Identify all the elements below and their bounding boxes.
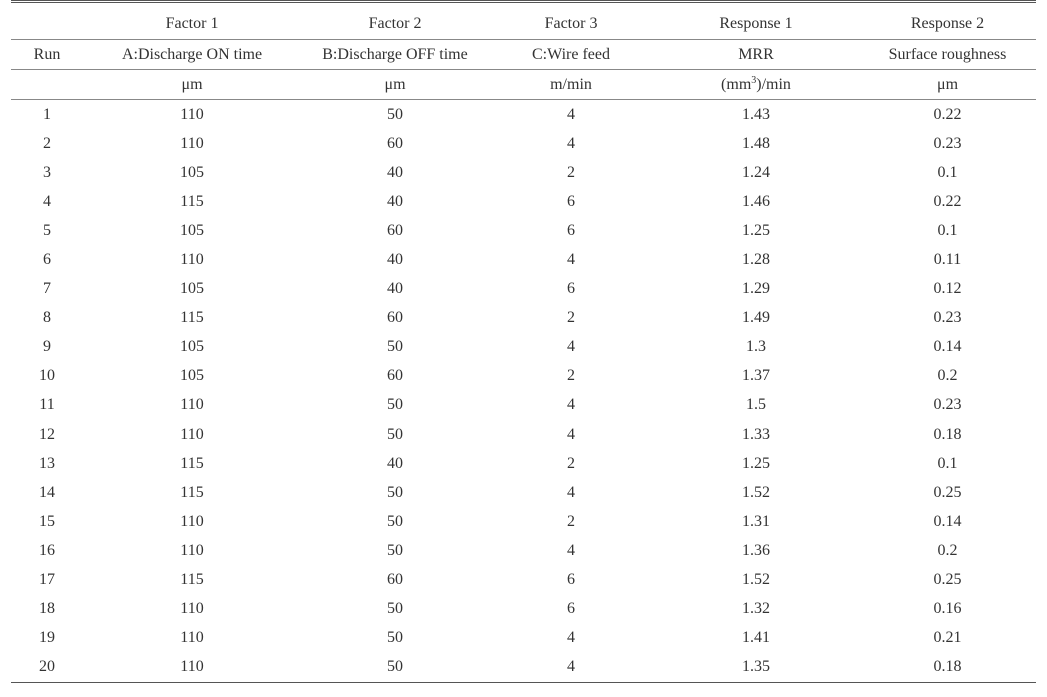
cell-run: 12 (39, 425, 55, 443)
table-row (11, 129, 1036, 158)
header-run: Run (11, 40, 83, 70)
cell-mrr: 1.3 (746, 338, 766, 356)
cell-run: 3 (43, 163, 51, 181)
cell-run: 15 (39, 512, 55, 530)
cell-discharge-off-time: 50 (301, 653, 489, 683)
cell-mrr: 1.48 (742, 134, 770, 152)
cell-discharge-off-time: 60 (387, 134, 403, 152)
cell-mrr: 1.49 (742, 309, 770, 327)
header-group-row (11, 2, 1036, 40)
table-row (11, 507, 1036, 536)
unit-mrr (653, 70, 859, 100)
cell-run: 10 (39, 367, 55, 385)
cell-run: 5 (43, 221, 51, 239)
cell-wire-feed: 4 (567, 425, 575, 443)
unit-mrr-prefix: (mm (721, 75, 752, 93)
table-row (11, 304, 1036, 333)
cell-discharge-on-time: 115 (180, 192, 204, 210)
cell-wire-feed: 4 (567, 541, 575, 559)
cell-discharge-off-time: 40 (387, 251, 403, 269)
table-row (11, 536, 1036, 565)
cell-mrr: 1.5 (746, 396, 766, 414)
cell-discharge-on-time: 115 (180, 454, 204, 472)
unit-run (11, 70, 83, 100)
cell-run: 8 (43, 309, 51, 327)
header-mrr: MRR (653, 40, 859, 70)
cell-discharge-on-time: 110 (180, 600, 204, 618)
cell-discharge-off-time: 50 (387, 483, 403, 501)
table-row (11, 275, 1036, 304)
cell-wire-feed: 2 (567, 454, 575, 472)
cell-discharge-on-time: 105 (180, 367, 204, 385)
cell-discharge-on-time: 105 (180, 163, 204, 181)
cell-mrr: 1.46 (742, 192, 770, 210)
cell-discharge-off-time: 60 (387, 571, 403, 589)
cell-run: 19 (39, 629, 55, 647)
cell-discharge-on-time: 110 (180, 629, 204, 647)
header-group-factor-1: Factor 1 (83, 2, 301, 40)
table-header (11, 2, 1036, 100)
table-row (11, 333, 1036, 362)
cell-surface-roughness: 0.14 (933, 338, 962, 356)
cell-wire-feed: 4 (567, 629, 575, 647)
cell-discharge-on-time: 105 (180, 280, 204, 298)
cell-surface-roughness: 0.23 (933, 134, 962, 152)
cell-surface-roughness: 0.23 (933, 396, 962, 414)
cell-surface-roughness: 0.1 (937, 454, 958, 472)
cell-discharge-on-time: 110 (180, 105, 204, 123)
header-discharge-on-time: A:Discharge ON time (83, 40, 301, 70)
cell-run: 13 (39, 454, 55, 472)
unit-mrr-superscript: 3 (751, 74, 757, 86)
table-row (11, 391, 1036, 420)
cell-discharge-on-time: 105 (180, 338, 204, 356)
cell-mrr: 1.31 (742, 512, 770, 530)
header-group-run (11, 2, 83, 40)
cell-run: 20 (11, 653, 83, 683)
cell-surface-roughness: 0.12 (933, 280, 962, 298)
cell-discharge-off-time: 60 (387, 367, 403, 385)
table-row (11, 158, 1036, 187)
unit-wire-feed: m/min (489, 70, 653, 100)
cell-surface-roughness: 0.22 (933, 105, 962, 123)
cell-wire-feed: 4 (567, 251, 575, 269)
cell-discharge-on-time: 110 (180, 251, 204, 269)
cell-run: 17 (39, 571, 55, 589)
cell-wire-feed: 6 (567, 571, 575, 589)
header-wire-feed: C:Wire feed (489, 40, 653, 70)
unit-discharge-on-time: μm (83, 70, 301, 100)
table-row (11, 420, 1036, 449)
cell-mrr: 1.28 (742, 251, 770, 269)
cell-run: 16 (39, 541, 55, 559)
unit-surface-roughness: μm (859, 70, 1036, 100)
cell-discharge-on-time: 115 (180, 571, 204, 589)
cell-surface-roughness: 0.11 (933, 251, 962, 269)
cell-discharge-off-time: 40 (387, 280, 403, 298)
header-group-response-2: Response 2 (859, 2, 1036, 40)
cell-discharge-off-time: 50 (387, 629, 403, 647)
cell-discharge-on-time: 115 (180, 483, 204, 501)
cell-discharge-on-time: 110 (180, 396, 204, 414)
table-row (11, 449, 1036, 478)
table-row (11, 362, 1036, 391)
cell-run: 18 (39, 600, 55, 618)
cell-run: 6 (43, 251, 51, 269)
cell-wire-feed: 2 (567, 309, 575, 327)
unit-mrr-suffix: )/min (756, 75, 791, 93)
table-row (11, 216, 1036, 245)
experiment-design-table (11, 0, 1036, 683)
cell-discharge-on-time: 115 (180, 309, 204, 327)
cell-mrr: 1.24 (742, 163, 770, 181)
cell-discharge-off-time: 50 (387, 600, 403, 618)
header-group-response-1: Response 1 (653, 2, 859, 40)
cell-discharge-off-time: 50 (387, 512, 403, 530)
cell-run: 11 (39, 396, 55, 414)
cell-discharge-off-time: 50 (387, 338, 403, 356)
header-group-factor-2: Factor 2 (301, 2, 489, 40)
cell-mrr: 1.36 (742, 541, 770, 559)
cell-wire-feed: 4 (567, 396, 575, 414)
header-surface-roughness: Surface roughness (859, 40, 1036, 70)
table-row (11, 245, 1036, 274)
cell-surface-roughness: 0.2 (937, 367, 958, 385)
table-row (11, 595, 1036, 624)
cell-run: 1 (43, 105, 51, 123)
cell-mrr: 1.41 (742, 629, 770, 647)
cell-discharge-off-time: 60 (387, 221, 403, 239)
cell-surface-roughness: 0.21 (933, 629, 962, 647)
cell-surface-roughness: 0.16 (933, 600, 962, 618)
cell-run: 7 (43, 280, 51, 298)
cell-mrr: 1.52 (742, 571, 770, 589)
header-discharge-off-time: B:Discharge OFF time (301, 40, 489, 70)
cell-wire-feed: 2 (567, 512, 575, 530)
cell-mrr: 1.32 (742, 600, 770, 618)
table-row (11, 653, 1036, 683)
cell-mrr: 1.25 (742, 454, 770, 472)
cell-surface-roughness: 0.14 (933, 512, 962, 530)
cell-wire-feed: 4 (567, 134, 575, 152)
cell-run: 14 (39, 483, 55, 501)
table-row (11, 624, 1036, 653)
cell-mrr: 1.52 (742, 483, 770, 501)
cell-discharge-on-time: 110 (180, 425, 204, 443)
cell-surface-roughness: 0.22 (933, 192, 962, 210)
cell-discharge-on-time: 110 (180, 512, 204, 530)
table-row (11, 478, 1036, 507)
cell-discharge-off-time: 50 (387, 396, 403, 414)
cell-discharge-off-time: 60 (387, 309, 403, 327)
design-table-container (11, 0, 1036, 683)
cell-wire-feed: 6 (567, 280, 575, 298)
cell-wire-feed: 2 (567, 367, 575, 385)
cell-discharge-off-time: 40 (387, 454, 403, 472)
cell-mrr: 1.43 (742, 105, 770, 123)
cell-discharge-off-time: 50 (387, 105, 403, 123)
cell-surface-roughness: 0.1 (937, 163, 958, 181)
table-row (11, 100, 1036, 130)
cell-run: 9 (43, 338, 51, 356)
cell-discharge-off-time: 40 (387, 163, 403, 181)
cell-discharge-on-time: 105 (180, 221, 204, 239)
cell-wire-feed: 6 (567, 600, 575, 618)
cell-mrr: 1.35 (653, 653, 859, 683)
cell-discharge-off-time: 50 (387, 425, 403, 443)
cell-surface-roughness: 0.25 (933, 571, 962, 589)
cell-surface-roughness: 0.18 (859, 653, 1036, 683)
header-unit-row (11, 70, 1036, 100)
cell-wire-feed: 6 (567, 221, 575, 239)
table-row (11, 187, 1036, 216)
header-group-factor-3: Factor 3 (489, 2, 653, 40)
cell-mrr: 1.29 (742, 280, 770, 298)
cell-discharge-on-time: 110 (83, 653, 301, 683)
cell-wire-feed: 4 (567, 338, 575, 356)
cell-surface-roughness: 0.18 (933, 425, 962, 443)
cell-mrr: 1.33 (742, 425, 770, 443)
cell-discharge-off-time: 40 (387, 192, 403, 210)
cell-surface-roughness: 0.25 (933, 483, 962, 501)
cell-surface-roughness: 0.23 (933, 309, 962, 327)
cell-mrr: 1.25 (742, 221, 770, 239)
cell-surface-roughness: 0.2 (937, 541, 958, 559)
cell-run: 2 (43, 134, 51, 152)
cell-wire-feed: 4 (567, 105, 575, 123)
cell-wire-feed: 4 (567, 483, 575, 501)
cell-discharge-off-time: 50 (387, 541, 403, 559)
cell-run: 4 (43, 192, 51, 210)
cell-surface-roughness: 0.1 (937, 221, 958, 239)
table-body (11, 100, 1036, 683)
unit-discharge-off-time: μm (301, 70, 489, 100)
cell-wire-feed: 6 (567, 192, 575, 210)
cell-discharge-on-time: 110 (180, 134, 204, 152)
cell-discharge-on-time: 110 (180, 541, 204, 559)
cell-wire-feed: 4 (489, 653, 653, 683)
cell-mrr: 1.37 (742, 367, 770, 385)
cell-wire-feed: 2 (567, 163, 575, 181)
table-row (11, 566, 1036, 595)
header-name-row (11, 40, 1036, 70)
